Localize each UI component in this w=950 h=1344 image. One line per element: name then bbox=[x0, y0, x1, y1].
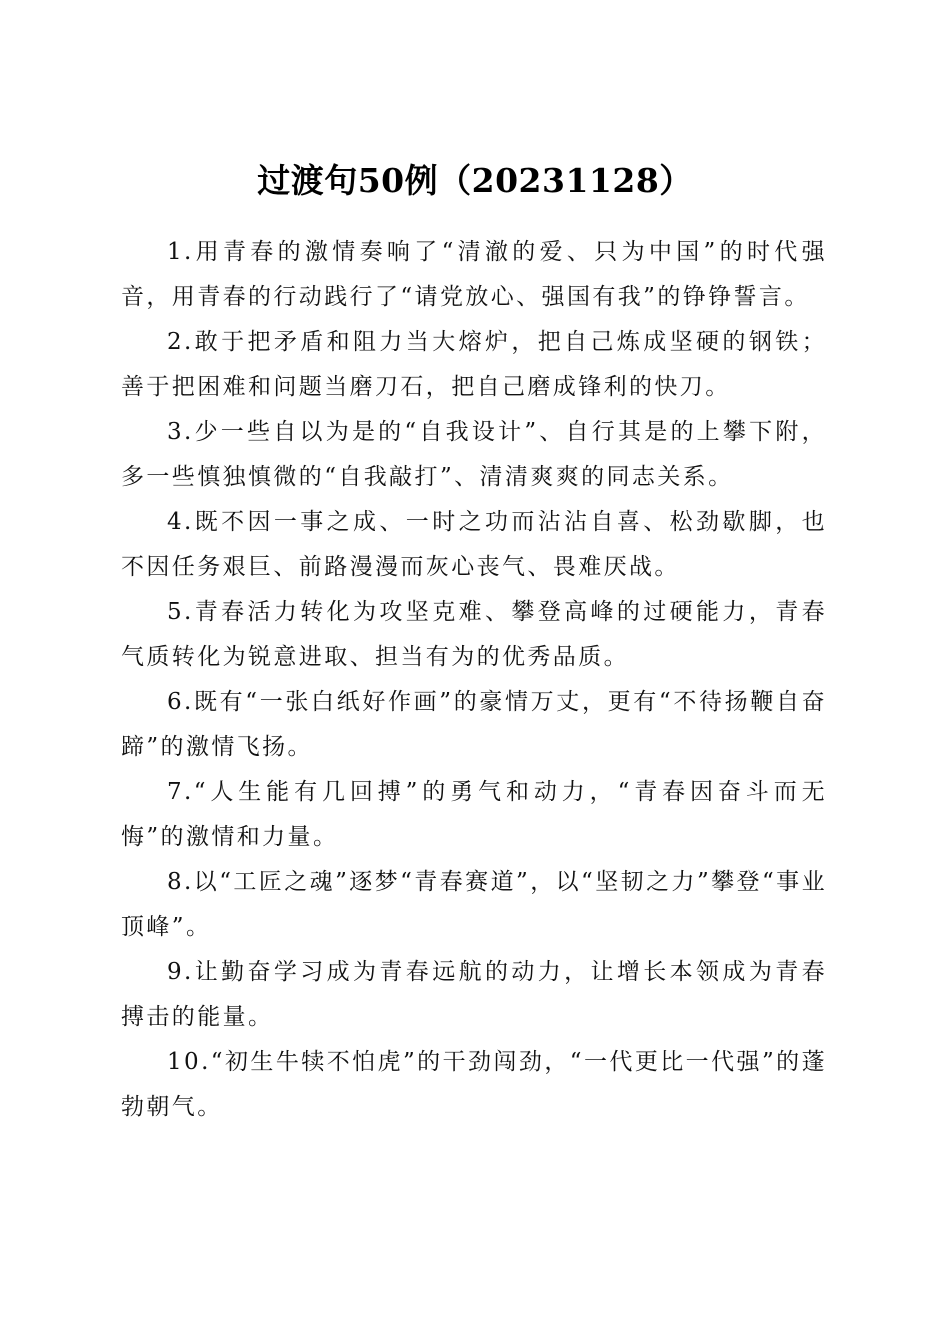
paragraph-5: 5.青春活力转化为攻坚克难、攀登高峰的过硬能力，青春气质转化为锐意进取、担当有为的优秀品质。 bbox=[121, 599, 827, 670]
paragraph-9: 9.让勤奋学习成为青春远航的动力，让增长本领成为青春搏击的能量。 bbox=[121, 959, 827, 1030]
paragraph-4: 4.既不因一事之成、一时之功而沾沾自喜、松劲歇脚，也不因任务艰巨、前路漫漫而灰心丧气、畏难厌战。 bbox=[121, 509, 827, 580]
paragraph-1: 1.用青春的激情奏响了“清澈的爱、只为中国”的时代强音，用青春的行动践行了“请党放心、强国有我”的铮铮誓言。 bbox=[121, 239, 827, 310]
paragraph-7: 7.“人生能有几回搏”的勇气和动力，“青春因奋斗而无悔”的激情和力量。 bbox=[121, 779, 827, 850]
document-body bbox=[121, 230, 827, 1130]
paragraph-10: 10.“初生牛犊不怕虎”的干劲闯劲，“一代更比一代强”的蓬勃朝气。 bbox=[121, 1049, 827, 1120]
paragraph-2: 2.敢于把矛盾和阻力当大熔炉，把自己炼成坚硬的钢铁；善于把困难和问题当磨刀石，把自己磨成锋利的快刀。 bbox=[121, 329, 827, 400]
paragraph-8: 8.以“工匠之魂”逐梦“青春赛道”，以“坚韧之力”攀登“事业顶峰”。 bbox=[121, 869, 827, 940]
paragraph-3: 3.少一些自以为是的“自我设计”、自行其是的上攀下附，多一些慎独慎微的“自我敲打”、清清爽爽的同志关系。 bbox=[121, 419, 827, 490]
document-title: 过渡句50例（20231128） bbox=[257, 161, 693, 201]
paragraph-6: 6.既有“一张白纸好作画”的豪情万丈，更有“不待扬鞭自奋蹄”的激情飞扬。 bbox=[121, 689, 827, 760]
